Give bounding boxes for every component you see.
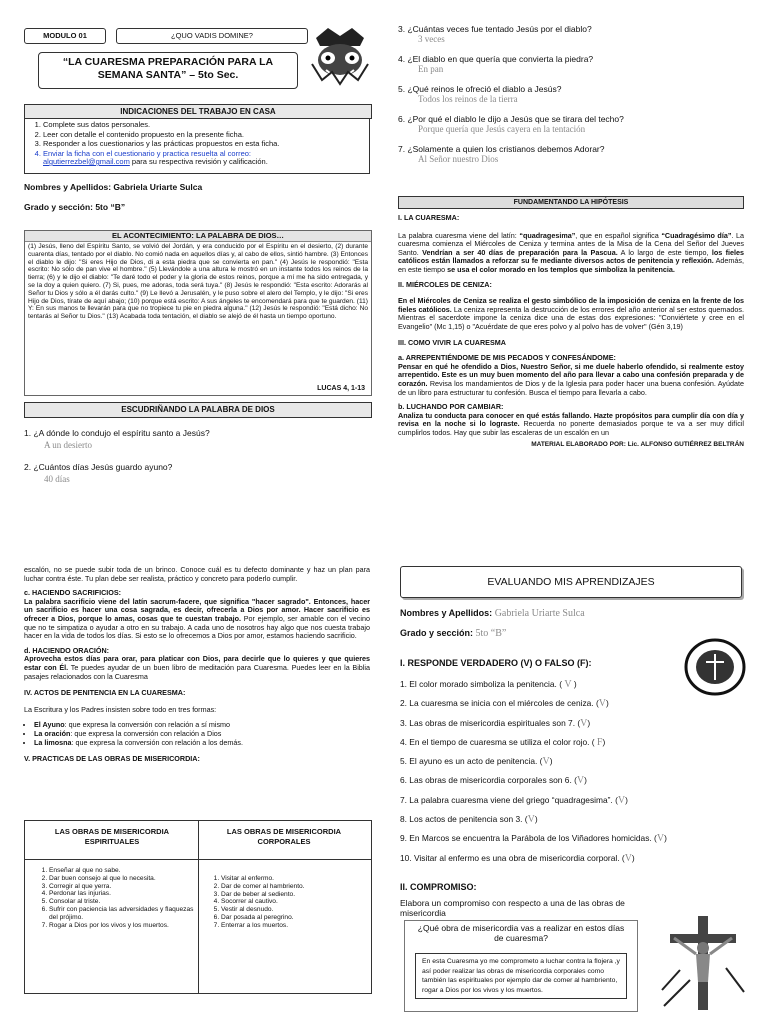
commitment-question-box (404, 920, 638, 1012)
sacrifice-title: c. HACIENDO SACRIFICIOS: (24, 588, 122, 598)
title-line1: “LA CUARESMA PREPARACIÓN PARA LA (62, 56, 274, 68)
questions-3-to-7 (398, 24, 746, 174)
corporal-work-item: 4. Socorrer al cautivo. (221, 898, 371, 906)
spiritual-work-item: 5. Consolar al triste. (49, 898, 199, 906)
section-3a-title: a. ARREPENTIÉNDOME DE MIS PECADOS Y CONFESÁNDOME: (398, 353, 616, 363)
tf-answer: V (624, 852, 632, 864)
email-line (29, 157, 365, 167)
instruction-item: 4. Enviar la ficha con el cuestionario y practica resuelta al correo: (43, 149, 365, 159)
tf-answer: V (564, 679, 572, 690)
corporal-work-item: 1. Visitar al enfermo. (221, 875, 371, 883)
spiritual-work-item: 4. Perdonar las injurias. (49, 890, 199, 898)
section-1-text: La palabra cuaresma viene del latín: “quadragesima”, que en español significa “Cuadragésimo día”. La cuaresma comienza el Miércoles de Ceniza y termina antes de la Misa de la Cena del Señor del Jueves Santo. Vendrían a ser 40 días de preparación para la Pascua. A lo largo de este tiempo, los fieles católicos están llamados a reforzar su fe mediante diversos actos de penitencia y reflexión. Además, en este tiempo se usa el color morado en los templos que simboliza la penitencia. (398, 230, 745, 274)
instructions-title: INDICACIONES DEL TRABAJO EN CASA (24, 104, 372, 119)
corporal-works-heading: LAS OBRAS DE MISERICORDIA CORPORALES (226, 827, 342, 846)
spiritual-work-item: 1. Enseñar al que no sabe. (49, 867, 199, 875)
eval-name: Nombres y Apellidos: Gabriela Uriarte Sulca (400, 608, 585, 619)
corporal-work-item: 7. Enterrar a los muertos. (221, 922, 371, 930)
email-suffix: para su respectiva revisión y calificación. (129, 157, 268, 166)
corporal-work-item: 5. Vestir al desnudo. (221, 906, 371, 914)
section-2-title: II. MIÉRCOLES DE CENIZA: (398, 279, 492, 289)
true-false-item: 9. En Marcos se encuentra la Parábola de los Viñadores homicidas. (V) (400, 833, 667, 845)
spiritual-work-item: 2. Dar buen consejo al que lo necesita. (49, 875, 199, 883)
prayer-title: d. HACIENDO ORACIÓN: (24, 645, 110, 655)
answer-text: Todos los reinos de la tierra (418, 94, 518, 104)
section-3-title: III. COMO VIVIR LA CUARESMA (398, 337, 506, 347)
true-false-item: 2. La cuaresma se inicia con el miércoles de ceniza. (V) (400, 698, 609, 710)
penitence-title: IV. ACTOS DE PENITENCIA EN LA CUARESMA: (24, 688, 186, 698)
event-text: (1) Jesús, lleno del Espíritu Santo, se volvió del Jordán, y era conducido por el Espíritu en el desierto, (2) durante cuarenta días, tentado por el diablo. No comió nada en aquellos días y, al cabo de ellos, sintió hambre. (3) Entonces el diablo le dijo: "Si eres Hijo de Dios, di a esta piedra que se convierta en pan." (4) Jesús le respondió: "Esta escrito: No sólo de pan vive el hombre." (5) Llevándole a una altura le mostró en un instante todos los reinos de la tierra; (6) y le dijo el diablo: "Te daré todo el poder y la gloria de estos reinos, porque a mí me ha sido entregada, y se la doy a quien quiero. (7) Si, pues, me adoras, toda será tuya." (8) Jesús le respondió: "Esta escrito: Adorarás al Señor tu Dios y sólo a él darás culto." (9) Le llevó a Jerusalén, y le puso sobre el alero del Templo, y le dijo: "Si eres Hijo de Dios, tírate de aquí abajo; (10) porque está escrito: A sus ángeles te encomendará para que te guarden. (11) Y: En sus manos te llevarán para que no tropiece tu pie en piedra alguna." (12) Jesús le respondió: "Está dicho: No tentarás al Señor tu Dios." (13) Acabada toda tentación, el diablo se alejó de él hasta un tiempo oportuno. (28, 243, 368, 321)
true-false-item: 3. Las obras de misericordia espirituales son 7. (V) (400, 717, 591, 729)
question-2: 2. ¿Cuántos días Jesús guardo ayuno? (24, 462, 173, 472)
true-false-item: 8. Los actos de penitencia son 3. (V) (400, 814, 538, 826)
eval-grade: Grado y sección: 5to “B” (400, 628, 507, 639)
tf-answer: V (598, 698, 607, 710)
hypothesis-title: FUNDAMENTANDO LA HIPÓTESIS (398, 196, 744, 209)
commitment-title: II. COMPROMISO: (400, 882, 477, 892)
title-line2: SEMANA SANTA” – 5to Sec. (97, 69, 239, 81)
page-bottom-right (398, 562, 746, 1012)
true-false-item: 7. La palabra cuaresma viene del griego “quadragesima”. (V) (400, 794, 628, 806)
event-box (24, 230, 372, 396)
question-text: 6. ¿Por qué el diablo le dijo a Jesús que se tirara del techo? (398, 114, 624, 124)
instructions-list (29, 120, 365, 158)
tf-answer: V (580, 717, 588, 729)
tf-answer: F (596, 736, 603, 748)
true-false-title: I. RESPONDE VERDADERO (V) O FALSO (F): (400, 658, 592, 668)
true-false-item: 10. Visitar al enfermo es una obra de misericordia corporal. (V) (400, 852, 635, 864)
penitence-item: • La limosna: que expresa la conversión con relación a los demás. (34, 739, 370, 748)
email-link[interactable]: algutierrezbel@gmail.com (43, 157, 130, 166)
credit: MATERIAL ELABORADO POR: Lic. ALFONSO GUTIÉRREZ BELTRÁN (531, 441, 744, 449)
true-false-item: 1. El color morado simboliza la penitencia. ( V ) (400, 679, 577, 690)
instruction-item: 1. Complete sus datos personales. (43, 120, 365, 130)
spiritual-work-item: 6. Sufrir con paciencia las adversidades y flaquezas del prójimo. (49, 906, 199, 922)
prayer-text: Aprovecha estos días para orar, para platicar con Dios, para decirle que lo quieres y que quieres estar con Él. Te puedes ayudar de un buen libro de meditación para Cuaresma. Puedes leer en la Biblia pasajes relacionados con la Cuaresma (24, 654, 370, 681)
crucifix-illustration (660, 910, 746, 1010)
module-subtitle: ¿QUO VADIS DOMINE? (116, 28, 308, 44)
spiritual-work-item: 3. Corregir al que yerra. (49, 883, 199, 891)
crown-skulls-logo (308, 24, 372, 86)
student-grade: Grado y sección: 5to “B” (24, 202, 126, 212)
commitment-intro: Elabora un compromiso con respecto a una de las obras de misericordia (400, 898, 625, 918)
question-item (398, 144, 746, 164)
tf-answer: V (542, 756, 550, 768)
answer-1: A un desierto (44, 440, 92, 450)
tf-answer: V (576, 775, 585, 787)
event-reference: LUCAS 4, 1-13 (317, 385, 365, 392)
question-text: 5. ¿Qué reinos le ofreció el diablo a Jesús? (398, 84, 562, 94)
spiritual-works-heading: LAS OBRAS DE MISERICORDIA ESPIRITUALES (54, 827, 170, 846)
bottom-left-body (24, 566, 370, 764)
answer-text: Porque quería que Jesús cayera en la tentación (418, 124, 586, 134)
tf-answer: V (656, 833, 665, 845)
works-title: V. PRACTICAS DE LAS OBRAS DE MISERICORDIA: (24, 754, 200, 764)
hypothesis-body (398, 214, 744, 450)
instruction-item: 3. Responder a los cuestionarios y las prácticas propuestos en esta ficha. (43, 139, 365, 149)
tf-answer: V (527, 814, 535, 826)
corporal-work-item: 6. Dar posada al peregrino. (221, 914, 371, 922)
section-3a-text: Pensar en qué he ofendido a Dios, Nuestro Señor, si me duele haberlo ofendido, si realmente estoy arrepentido. Este es un muy buen momento del año para llevar a cabo una confesión preparada y de corazón. Revisa los mandamientos de Dios y de la Iglesia para poder hacer una buena confesión. Ayúdate de un libro para estructurar tu confesión. Busca el tiempo para llevarla a cabo. (398, 361, 744, 397)
true-false-item: 4. En el tiempo de cuaresma se utiliza el color rojo. ( F) (400, 736, 606, 748)
answer-text: Al Señor nuestro Dios (418, 154, 499, 164)
question-item (398, 84, 746, 104)
commitment-question: ¿Qué obra de misericordia vas a realizar en estos días de cuaresma? (417, 923, 625, 943)
penitence-intro: La Escritura y los Padres insisten sobre todo en tres formas: (24, 704, 217, 714)
section-3b-text: Analiza tu conducta para conocer en qué estás fallando. Hazte propósitos para cumplir día con día y revisa en la noche si lo lograste. Recuerda no ponerte demasiados porque te va a ser muy difícil cumplirlos todos. Hay que subir las escaleras de un escalón en un (398, 410, 744, 437)
section-1-title: I. LA CUARESMA: (398, 213, 460, 222)
spiritual-work-item: 7. Rogar a Dios por los vivos y los muertos. (49, 922, 199, 930)
commitment-answer: En esta Cuaresma yo me comprometo a luchar contra la flojera ,y así poder realizar las obras de misericordia corporales como también las espirituales por ejemplo dar de comer al hambriento, rogar a Dios por los vivos y los muertos. (415, 953, 627, 999)
continuation-text: escalón, no se puede subir toda de un brinco. Conoce cuál es tu defecto dominante y haz un plan para luchar contra éste. Tu plan debe ser realista, práctico y concreto para poderlo cumplir. (24, 565, 370, 583)
instruction-item: 2. Leer con detalle el contenido propuesto en la presente ficha. (43, 130, 365, 140)
true-false-item: 6. Las obras de misericordia corporales son 6. (V) (400, 775, 587, 787)
logo-illustration (308, 24, 372, 86)
event-title: EL ACONTECIMIENTO: LA PALABRA DE DIOS… (25, 231, 371, 242)
penitence-item: • El Ayuno: que expresa la conversión con relación a sí mismo (34, 721, 370, 730)
module-label: MODULO 01 (24, 28, 106, 44)
page-top-left (24, 20, 372, 520)
works-table (24, 820, 372, 994)
question-item (398, 54, 746, 74)
question-text: 3. ¿Cuántas veces fue tentado Jesús por el diablo? (398, 24, 592, 34)
section-2-text: En el Miércoles de Ceniza se realiza el gesto simbólico de la imposición de ceniza en la frente de los fieles católicos. La ceniza representa la destrucción de los errores del año anterior al ser estos quemados. Mientras el sacerdote impone la ceniza dice una de estas dos expresiones: "Conviértete y cree en el Evangelio" (Mc 1,15) o "Acuérdate de que eres polvo y al polvo has de volver" (Gén 3,19) (398, 296, 744, 331)
answer-text: 3 veces (418, 34, 445, 44)
section-3b-title: b. LUCHANDO POR CAMBIAR: (398, 402, 504, 412)
title-box (38, 52, 298, 89)
spiritual-works-list (37, 867, 199, 929)
corporal-works-list (209, 875, 371, 930)
answer-text: En pan (418, 64, 444, 74)
page-bottom-left (24, 562, 372, 1012)
sacrifice-text: La palabra sacrificio viene del latín sacrum-facere, que significa "hacer sagrado". Entonces, hacer un sacrificio es hacer una cosa sagrada, es decir, ofrecerla a Dios por amor. Hacer sacrificio es ofrecer a Dios, porque lo amas, cosas que te cuestan trabajo. Por ejemplo, ser amable con el vecino que no te simpatiza o ayudar a otro en su trabajo. A cada uno de nosotros hay algo que nos cuesta trabajo hacer en la vida de todos los días. Si esto se lo ofrecemos a Dios por amor, estamos haciendo sacrificio. (24, 596, 370, 641)
corporal-work-item: 3. Dar de beber al sediento. (221, 891, 371, 899)
question-item (398, 24, 746, 44)
question-text: 7. ¿Solamente a quien los cristianos debemos Adorar? (398, 144, 605, 154)
question-1: 1. ¿A dónde lo condujo el espíritu santo a Jesús? (24, 428, 210, 438)
tf-answer: V (617, 794, 626, 806)
instructions-box (24, 118, 370, 174)
answer-2: 40 días (44, 474, 70, 484)
page-top-right (398, 20, 746, 520)
scrutiny-title: ESCUDRIÑANDO LA PALABRA DE DIOS (24, 402, 372, 418)
true-false-list (400, 680, 746, 873)
corporal-work-item: 2. Dar de comer al hambriento. (221, 883, 371, 891)
true-false-item: 5. El ayuno es un acto de penitencia. (V) (400, 756, 553, 768)
evaluation-title: EVALUANDO MIS APRENDIZAJES (400, 566, 742, 598)
penitence-list (24, 721, 370, 747)
question-item (398, 114, 746, 134)
penitence-item: • La oración: que expresa la conversión con relación a Dios (34, 730, 370, 739)
student-name: Nombres y Apellidos: Gabriela Uriarte Sulca (24, 182, 203, 192)
question-text: 4. ¿El diablo en que quería que convierta la piedra? (398, 54, 594, 64)
